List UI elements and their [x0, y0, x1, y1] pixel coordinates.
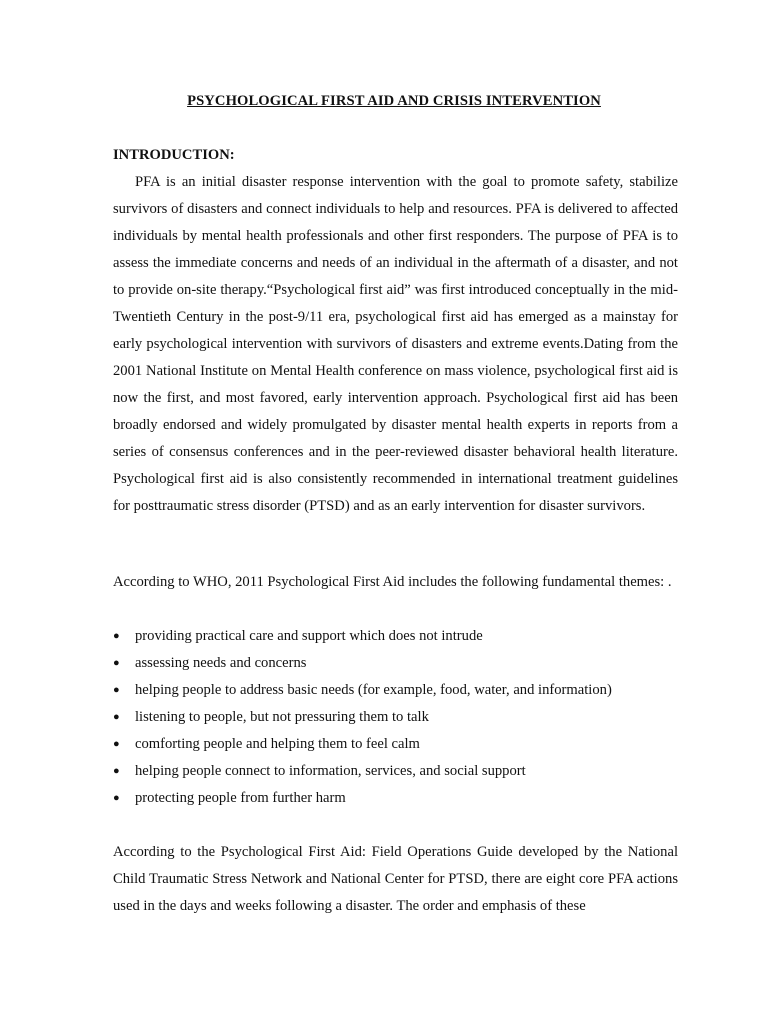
- list-item: [113, 650, 678, 677]
- list-item: [113, 704, 678, 731]
- who-themes-paragraph: According to WHO, 2011 Psychological First Aid includes the following fundamental themes: .: [113, 574, 672, 590]
- bullet-icon: ●: [113, 711, 120, 723]
- list-item-text: providing practical care and support which does not intrude: [135, 628, 483, 644]
- list-item-text: helping people connect to information, services, and social support: [135, 763, 526, 779]
- bullet-icon: ●: [113, 684, 120, 696]
- field-operations-guide-paragraph: According to the Psychological First Aid: Field Operations Guide developed by the National Child Traumatic Stress Network and National Center for PTSD, there are eight core PFA actions used in the days and weeks following a disaster. The order and emphasis of these: [113, 844, 678, 914]
- bullet-icon: ●: [113, 630, 120, 642]
- list-item: [113, 623, 678, 650]
- list-item-text: comforting people and helping them to feel calm: [135, 736, 420, 752]
- bullet-icon: ●: [113, 765, 120, 777]
- list-item-text: helping people to address basic needs (for example, food, water, and information): [135, 682, 612, 698]
- document-title: PSYCHOLOGICAL FIRST AID AND CRISIS INTERVENTION: [187, 93, 601, 109]
- themes-bullet-list: [113, 623, 678, 812]
- list-item: [113, 731, 678, 758]
- introduction-paragraph: PFA is an initial disaster response intervention with the goal to promote safety, stabilize survivors of disasters and connect individuals to help and resources. PFA is delivered to affected individuals by mental health professionals and other first responders. The purpose of PFA is to assess the immediate concerns and needs of an individual in the aftermath of a disaster, and not to provide on-site therapy.“Psychological first aid” was first introduced conceptually in the mid-Twentieth Century in the post-9/11 era, psychological first aid has emerged as a mainstay for early psychological intervention with survivors of disasters and extreme events.Dating from the 2001 National Institute on Mental Health conference on mass violence, psychological first aid is now the first, and most favored, early intervention approach. Psychological first aid has been broadly endorsed and widely promulgated by disaster mental health experts in reports from a series of consensus conferences and in the peer-reviewed disaster behavioral health literature. Psychological first aid is also consistently recommended in international treatment guidelines for posttraumatic stress disorder (PTSD) and as an early intervention for disaster survivors.: [113, 174, 678, 514]
- list-item-text: assessing needs and concerns: [135, 655, 307, 671]
- list-item: [113, 677, 678, 704]
- list-item-text: protecting people from further harm: [135, 790, 346, 806]
- bullet-icon: ●: [113, 792, 120, 804]
- list-item-text: listening to people, but not pressuring them to talk: [135, 709, 429, 725]
- list-item: [113, 758, 678, 785]
- bullet-icon: ●: [113, 738, 120, 750]
- introduction-heading: INTRODUCTION:: [113, 147, 235, 163]
- bullet-icon: ●: [113, 657, 120, 669]
- list-item: [113, 785, 678, 812]
